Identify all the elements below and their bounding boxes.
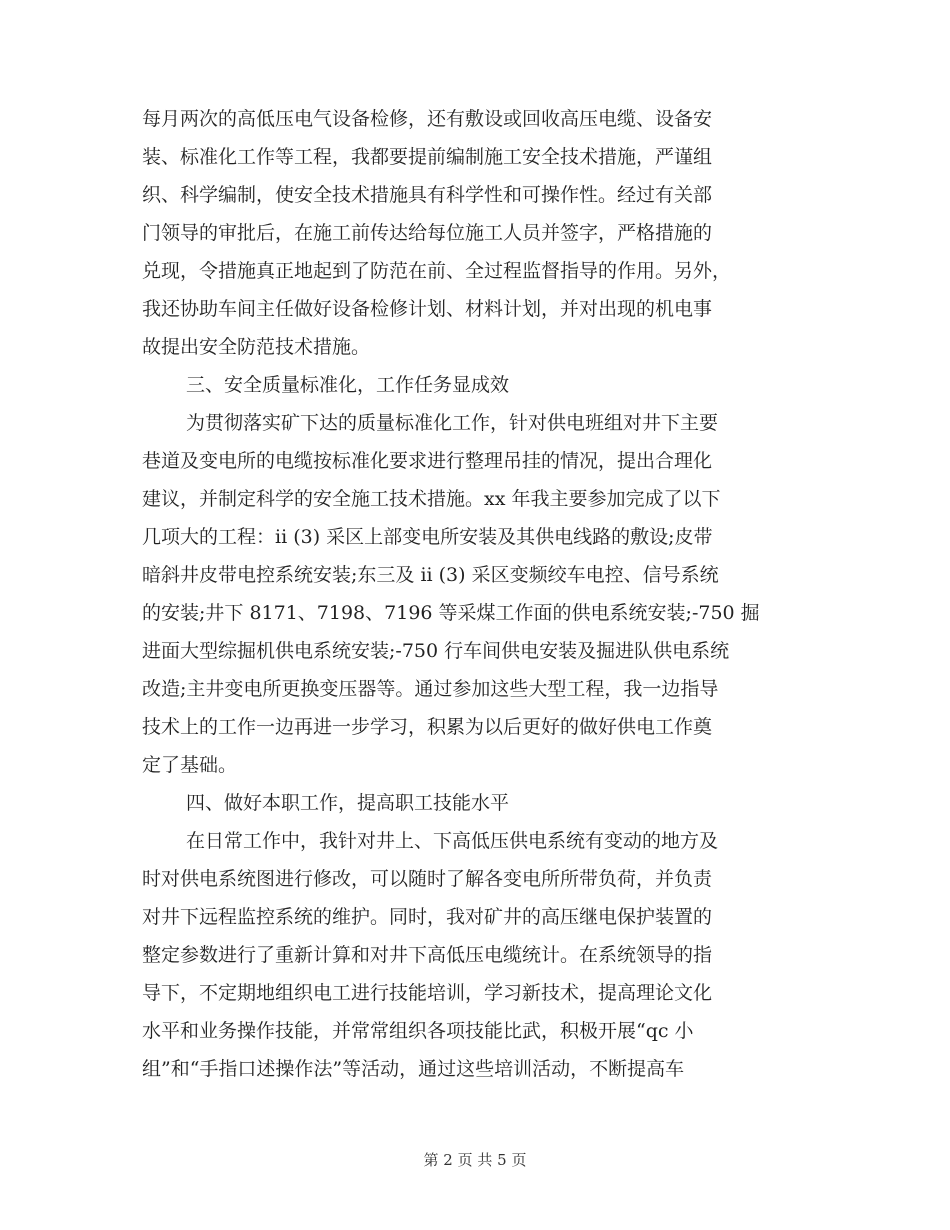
text-line: 为贯彻落实矿下达的质量标准化工作，针对供电班组对井下主要 xyxy=(186,412,719,434)
text-line: 建议，并制定科学的安全施工技术措施。xx 年我主要参加完成了以下 xyxy=(142,488,721,510)
text-line: 定了基础。 xyxy=(142,754,238,776)
text-line: 织、科学编制，使安全技术措施具有科学性和可操作性。经过有关部 xyxy=(142,184,713,206)
text-line: 每月两次的高低压电气设备检修，还有敷设或回收高压电缆、设备安 xyxy=(142,108,713,130)
text-line: 整定参数进行了重新计算和对井下高低压电缆统计。在系统领导的指 xyxy=(142,944,713,966)
text-line: 在日常工作中，我针对井上、下高低压供电系统有变动的地方及 xyxy=(186,830,719,852)
text-line: 门领导的审批后，在施工前传达给每位施工人员并签字，严格措施的 xyxy=(142,222,713,244)
text-line: 技术上的工作一边再进一步学习，积累为以后更好的做好供电工作奠 xyxy=(142,716,713,738)
text-line: 我还协助车间主任做好设备检修计划、材料计划，并对出现的机电事 xyxy=(142,298,713,320)
text-line: 水平和业务操作技能，并常常组织各项技能比武，积极开展“qc 小 xyxy=(142,1020,694,1042)
text-line: 对井下远程监控系统的维护。同时，我对矿井的高压继电保护装置的 xyxy=(142,906,713,928)
text-line: 组”和“手指口述操作法”等活动，通过这些培训活动，不断提高车 xyxy=(142,1058,685,1080)
text-line: 装、标准化工作等工程，我都要提前编制施工安全技术措施，严谨组 xyxy=(142,146,713,168)
text-line: 巷道及变电所的电缆按标准化要求进行整理吊挂的情况，提出合理化 xyxy=(142,450,713,472)
section-heading: 四、做好本职工作，提高职工技能水平 xyxy=(186,792,510,814)
text-line: 进面大型综掘机供电系统安装;-750 行车间供电安装及掘进队供电系统 xyxy=(142,640,730,662)
page-number: 第 2 页 共 5 页 xyxy=(423,1151,527,1169)
text-line: 兑现，令措施真正地起到了防范在前、全过程监督指导的作用。另外， xyxy=(142,260,732,282)
text-line: 故提出安全防范技术措施。 xyxy=(142,336,371,358)
text-line: 几项大的工程：ii (3) 采区上部变电所安装及其供电线路的敷设;皮带 xyxy=(142,526,713,548)
section-heading: 三、安全质量标准化，工作任务显成效 xyxy=(186,374,510,396)
text-line: 改造;主井变电所更换变压器等。通过参加这些大型工程，我一边指导 xyxy=(142,678,719,700)
text-line: 导下，不定期地组织电工进行技能培训，学习新技术，提高理论文化 xyxy=(142,982,713,1004)
text-line: 的安装;井下 8171、7198、7196 等采煤工作面的供电系统安装;-750 掘 xyxy=(142,602,760,624)
text-line: 暗斜井皮带电控系统安装;东三及 ii (3) 采区变频绞车电控、信号系统 xyxy=(142,564,719,586)
text-line: 时对供电系统图进行修改，可以随时了解各变电所所带负荷，并负责 xyxy=(142,868,713,890)
document-body xyxy=(142,100,810,1088)
